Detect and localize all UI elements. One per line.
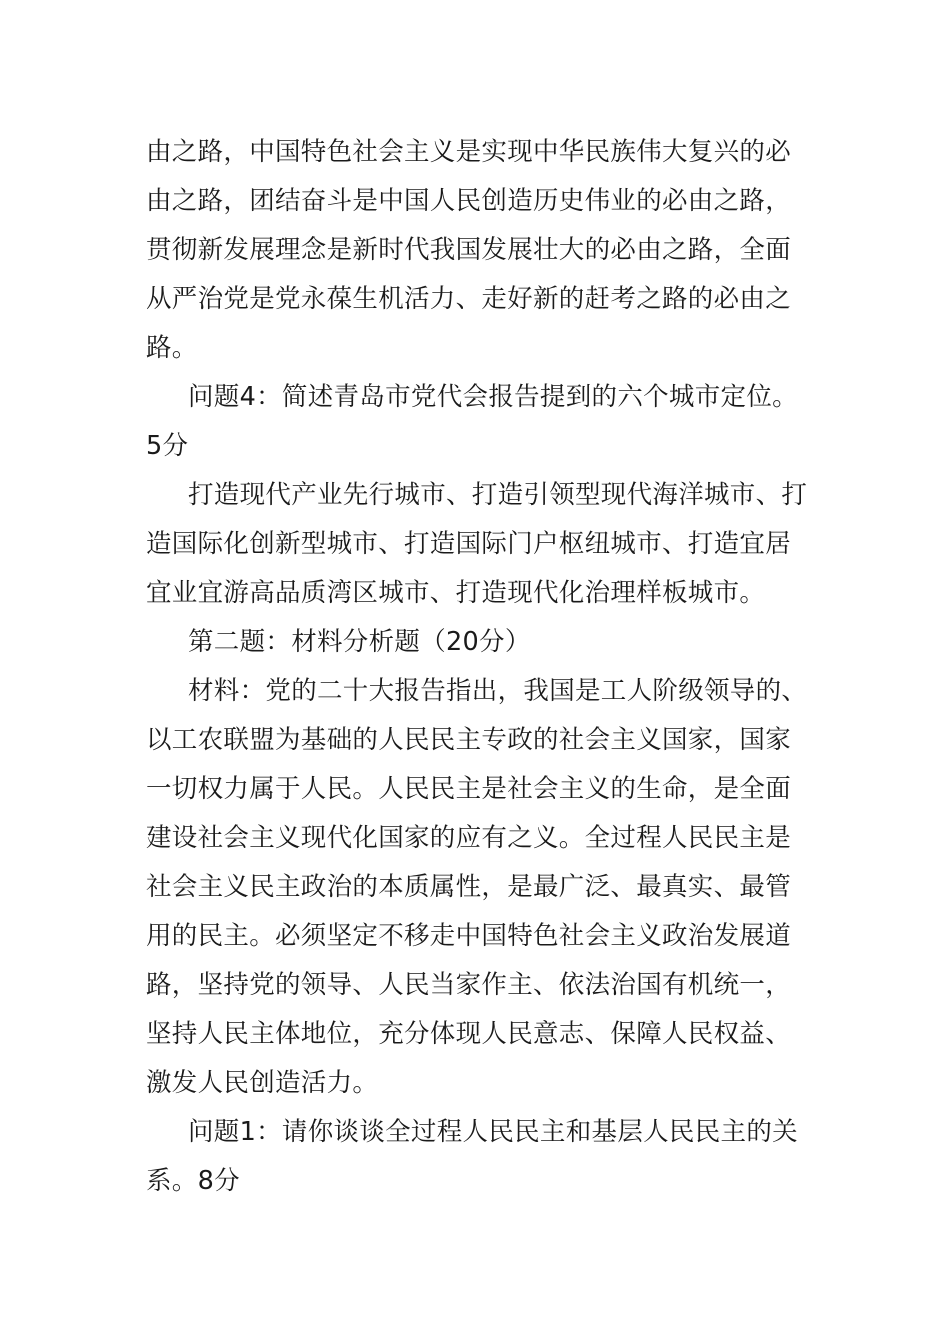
text-line: 社会主义民主政治的本质属性，是最广泛、最真实、最管 [146, 872, 792, 902]
text-line: 以工农联盟为基础的人民民主专政的社会主义国家，国家 [146, 725, 792, 755]
text-line: 由之路，团结奋斗是中国人民创造历史伟业的必由之路， [146, 186, 792, 216]
text-line: 由之路，中国特色社会主义是实现中华民族伟大复兴的必 [146, 137, 792, 167]
text-line: 路，坚持党的领导、人民当家作主、依法治国有机统一， [146, 970, 792, 1000]
question-1-heading: 问题1：请你谈谈全过程人民民主和基层人民民主的关 [188, 1117, 798, 1147]
text-line: 激发人民创造活力。 [146, 1068, 379, 1098]
text-line: 坚持人民主体地位，充分体现人民意志、保障人民权益、 [146, 1019, 792, 1049]
question-4-score: 5分 [146, 431, 189, 461]
text-line: 从严治党是党永葆生机活力、走好新的赶考之路的必由之 [146, 284, 792, 314]
text-line: 造国际化创新型城市、打造国际门户枢纽城市、打造宜居 [146, 529, 792, 559]
text-line: 打造现代产业先行城市、打造引领型现代海洋城市、打 [188, 480, 808, 510]
text-line: 一切权力属于人民。人民民主是社会主义的生命，是全面 [146, 774, 792, 804]
question-4-heading: 问题4：简述青岛市党代会报告提到的六个城市定位。 [188, 382, 798, 412]
section-2-heading: 第二题：材料分析题（20分） [188, 627, 531, 657]
document-body [146, 128, 808, 1206]
text-line: 宜业宜游高品质湾区城市、打造现代化治理样板城市。 [146, 578, 766, 608]
text-line: 用的民主。必须坚定不移走中国特色社会主义政治发展道 [146, 921, 792, 951]
text-line: 建设社会主义现代化国家的应有之义。全过程人民民主是 [146, 823, 792, 853]
text-line: 贯彻新发展理念是新时代我国发展壮大的必由之路，全面 [146, 235, 792, 265]
material-paragraph-start: 材料：党的二十大报告指出，我国是工人阶级领导的、 [188, 676, 808, 706]
text-line: 路。 [146, 333, 198, 363]
question-1-score: 系。8分 [146, 1166, 240, 1196]
